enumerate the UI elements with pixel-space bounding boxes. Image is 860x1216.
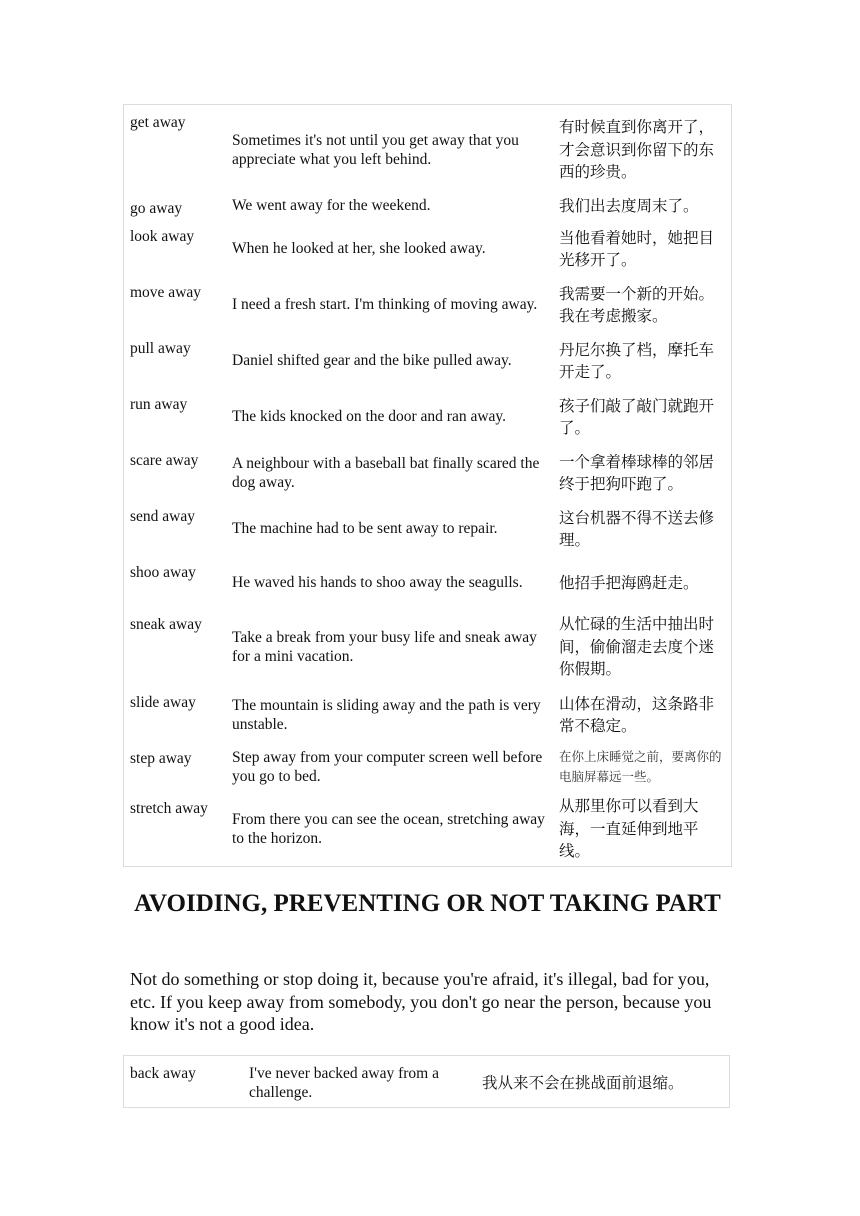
table-row xyxy=(124,555,731,607)
table-row xyxy=(124,191,731,219)
example-cell: Daniel shifted gear and the bike pulled away. xyxy=(232,352,512,370)
phrase-cell: go away xyxy=(130,200,183,217)
example-cell: Step away from your computer screen well before you go to bed. xyxy=(232,748,543,785)
phrase-cell: sneak away xyxy=(130,616,202,633)
table-row xyxy=(124,443,731,499)
table-row xyxy=(124,791,731,867)
phrase-cell: send away xyxy=(130,508,195,525)
example-cell: The kids knocked on the door and ran away. xyxy=(232,408,507,426)
example-cell: Take a break from your busy life and sneak away for a mini vacation. xyxy=(232,628,537,665)
table-row xyxy=(124,685,731,741)
table-row xyxy=(124,275,731,331)
example-cell: A neighbour with a baseball bat finally scared the dog away. xyxy=(232,454,540,491)
example-cell: The machine had to be sent away to repair. xyxy=(232,520,498,538)
example-cell: I need a fresh start. I'm thinking of moving away. xyxy=(232,296,538,314)
example-cell: When he looked at her, she looked away. xyxy=(232,240,486,258)
table-row xyxy=(124,105,731,191)
translation-cell: 一个拿着棒球棒的邻居终于把狗吓跑了。 xyxy=(559,452,715,493)
example-cell: I've never backed away from a challenge. xyxy=(249,1064,439,1101)
phrase-cell: move away xyxy=(130,284,202,301)
table-row xyxy=(124,331,731,387)
translation-cell: 我们出去度周末了。 xyxy=(559,196,699,215)
translation-cell: 我从来不会在挑战面前退缩。 xyxy=(482,1073,684,1092)
table-row xyxy=(124,499,731,555)
phrase-cell: scare away xyxy=(130,452,199,469)
phrase-cell: look away xyxy=(130,228,195,245)
phrase-cell: step away xyxy=(130,750,192,767)
section-description: Not do something or stop doing it, because you're afraid, it's illegal, bad for you, etc. If you keep away from somebody, you don't go near the person, because you know it's not a good idea. xyxy=(130,969,712,1034)
phrase-cell: back away xyxy=(130,1065,196,1082)
translation-cell: 在你上床睡觉之前，要离你的电脑屏幕远一些。 xyxy=(559,749,722,784)
table-row xyxy=(124,741,731,791)
example-cell: We went away for the weekend. xyxy=(232,197,431,215)
table-row xyxy=(124,219,731,275)
translation-cell: 这台机器不得不送去修理。 xyxy=(559,508,715,549)
example-cell: The mountain is sliding away and the path is very unstable. xyxy=(232,696,541,733)
translation-cell: 山体在滑动，这条路非常不稳定。 xyxy=(559,694,715,735)
phrasal-verb-table xyxy=(123,104,732,867)
phrasal-verb-table-2 xyxy=(123,1055,730,1108)
translation-cell: 孩子们敲了敲门就跑开了。 xyxy=(559,396,715,437)
translation-cell: 从那里你可以看到大海，一直延伸到地平线。 xyxy=(559,797,699,861)
phrase-cell: stretch away xyxy=(130,800,208,817)
phrase-cell: shoo away xyxy=(130,564,196,581)
translation-cell: 当他看着她时，她把目光移开了。 xyxy=(559,228,715,269)
phrase-cell: run away xyxy=(130,396,188,413)
translation-cell: 他招手把海鸥赶走。 xyxy=(559,573,699,592)
example-cell: From there you can see the ocean, stretching away to the horizon. xyxy=(232,810,545,847)
table-row xyxy=(124,607,731,685)
phrase-cell: slide away xyxy=(130,694,196,711)
table-row xyxy=(124,387,731,443)
phrase-cell: pull away xyxy=(130,340,191,357)
example-cell: Sometimes it's not until you get away that you appreciate what you left behind. xyxy=(232,131,519,168)
translation-cell: 有时候直到你离开了，才会意识到你留下的东西的珍贵。 xyxy=(559,118,715,182)
translation-cell: 丹尼尔换了档，摩托车开走了。 xyxy=(559,340,715,381)
table-row xyxy=(124,1056,729,1107)
example-cell: He waved his hands to shoo away the seagulls. xyxy=(232,574,523,592)
translation-cell: 从忙碌的生活中抽出时间，偷偷溜走去度个迷你假期。 xyxy=(559,615,715,679)
translation-cell: 我需要一个新的开始。我在考虑搬家。 xyxy=(559,284,715,325)
section-heading: AVOIDING, PREVENTING OR NOT TAKING PART xyxy=(134,890,721,917)
phrase-cell: get away xyxy=(130,114,186,131)
